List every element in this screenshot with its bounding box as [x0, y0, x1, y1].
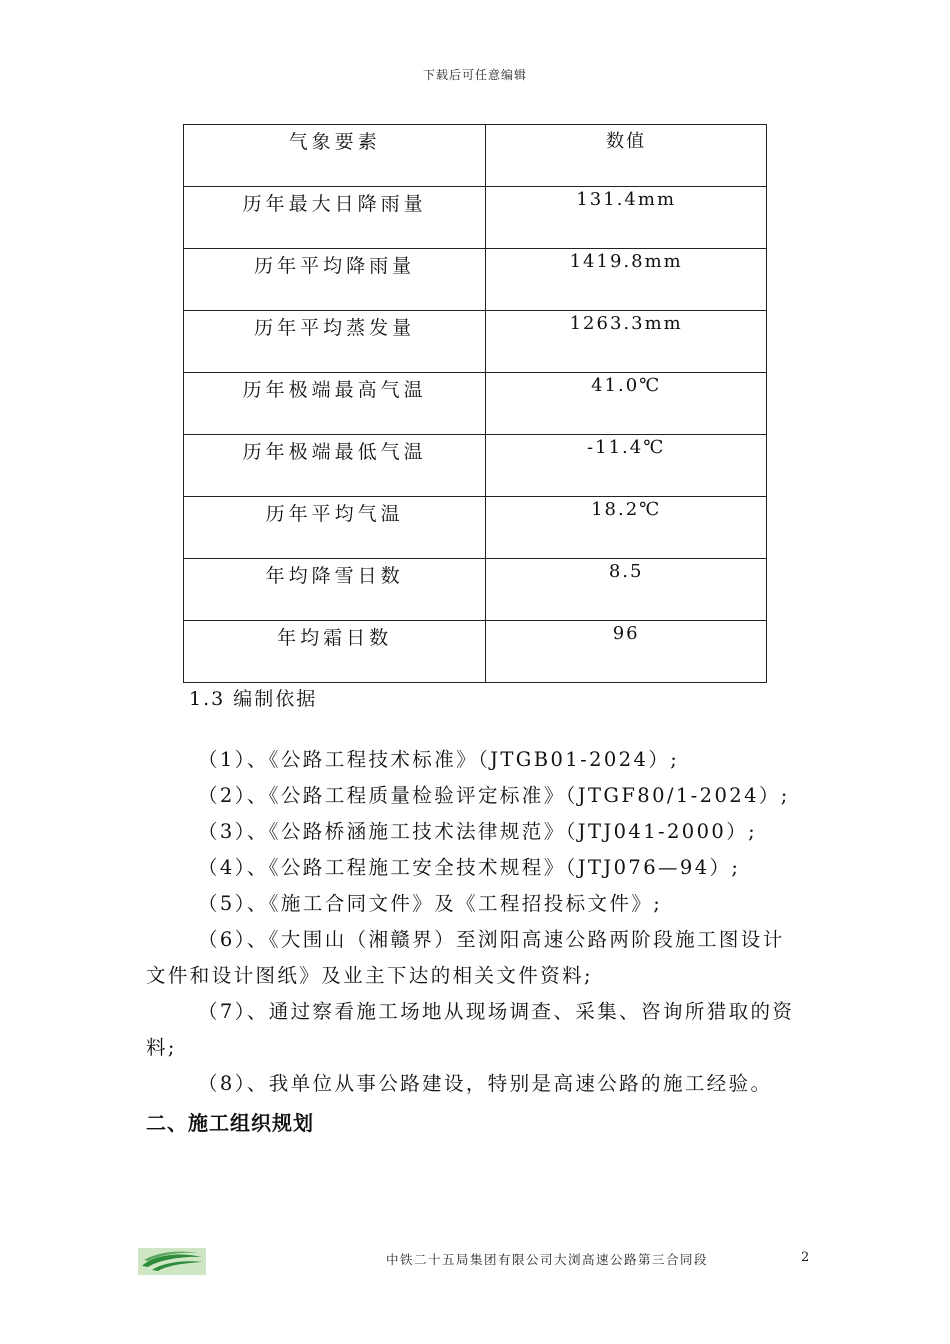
table-header-row	[184, 125, 767, 187]
reference-item: （1）、《公路工程技术标准》（JTGB01-2024）;	[198, 748, 680, 771]
footer-company: 中铁二十五局集团有限公司大浏高速公路第三合同段	[386, 1252, 709, 1267]
table-cell-value: 131.4mm	[486, 187, 767, 249]
table-cell-value: -11.4℃	[486, 435, 767, 497]
table-cell-value: 18.2℃	[486, 497, 767, 559]
table-cell-value: 41.0℃	[486, 373, 767, 435]
section-heading-2: 二、施工组织规划	[146, 1111, 314, 1135]
reference-item: （3）、《公路桥涵施工技术法律规范》（JTJ041-2000）;	[198, 820, 758, 843]
table-cell-value: 1263.3mm	[486, 311, 767, 373]
reference-item: （7）、通过察看施工场地从现场调查、采集、咨询所猎取的资料;	[146, 1000, 795, 1059]
page-number: 2	[801, 1250, 810, 1265]
reference-item: （6）、《大围山（湘赣界）至浏阳高速公路两阶段施工图设计文件和设计图纸》及业主下达的相关文件资料;	[146, 928, 785, 987]
table-cell-element: 历年平均蒸发量	[184, 311, 486, 373]
reference-item: （2）、《公路工程质量检验评定标准》（JTGF80/1-2024）;	[198, 784, 790, 807]
table-cell-value: 8.5	[486, 559, 767, 621]
table-cell-element: 历年最大日降雨量	[184, 187, 486, 249]
table-row	[184, 497, 767, 559]
table-row	[184, 373, 767, 435]
table-row	[184, 311, 767, 373]
reference-item: （5）、《施工合同文件》及《工程招投标文件》;	[198, 892, 663, 915]
climate-table	[183, 124, 767, 683]
header-note: 下载后可任意编辑	[422, 68, 527, 82]
table-row	[184, 621, 767, 683]
reference-list	[146, 742, 806, 1102]
table-header-cell: 气象要素	[184, 125, 486, 187]
table-cell-element: 历年平均气温	[184, 497, 486, 559]
table-cell-element: 年均霜日数	[184, 621, 486, 683]
table-cell-element: 历年极端最低气温	[184, 435, 486, 497]
table-row	[184, 187, 767, 249]
table-row	[184, 249, 767, 311]
reference-item: （8）、我单位从事公路建设，特别是高速公路的施工经验。	[198, 1072, 773, 1095]
table-header-cell: 数值	[486, 125, 767, 187]
company-logo-icon	[138, 1248, 206, 1275]
table-row	[184, 435, 767, 497]
table-cell-value: 96	[486, 621, 767, 683]
table-cell-element: 历年平均降雨量	[184, 249, 486, 311]
table-cell-element: 历年极端最高气温	[184, 373, 486, 435]
table-row	[184, 559, 767, 621]
reference-item: （4）、《公路工程施工安全技术规程》（JTJ076—94）;	[198, 856, 741, 879]
table-cell-element: 年均降雪日数	[184, 559, 486, 621]
table-cell-value: 1419.8mm	[486, 249, 767, 311]
section-heading-1-3: 1.3 编制依据	[189, 688, 318, 710]
